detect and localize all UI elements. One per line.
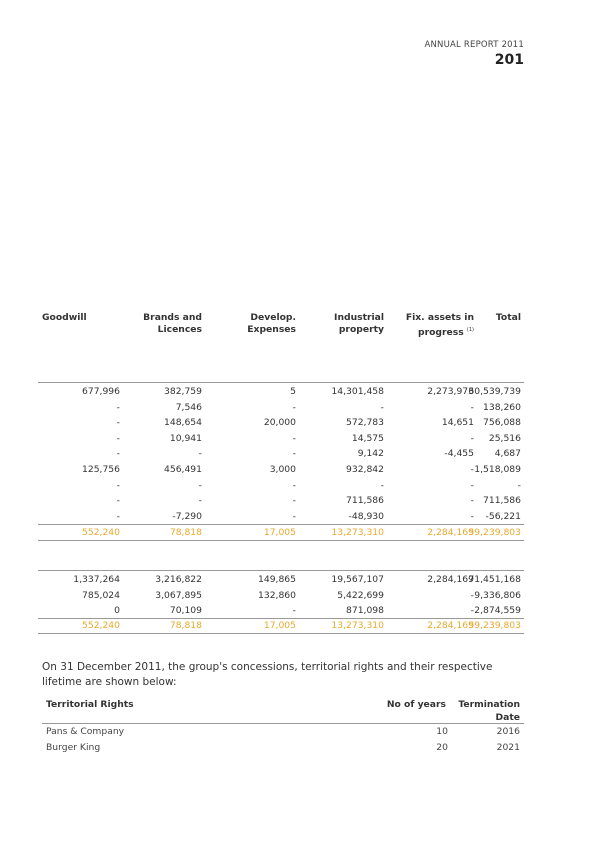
cell-brands: 382,759 bbox=[164, 386, 202, 397]
cell-goodwill: - bbox=[116, 448, 120, 460]
cell-total: 711,586 bbox=[483, 495, 521, 507]
rule bbox=[38, 633, 524, 634]
cell-total: 4,687 bbox=[494, 448, 521, 460]
cell-total: -56,221 bbox=[485, 510, 521, 522]
table-row bbox=[38, 415, 524, 430]
asset-table bbox=[38, 312, 524, 642]
cell-industrial: 13,273,310 bbox=[331, 527, 384, 538]
table-row bbox=[38, 618, 524, 633]
cell-brands: -7,290 bbox=[172, 510, 202, 522]
cell-develop: - bbox=[292, 495, 296, 507]
cell-goodwill: - bbox=[116, 495, 120, 507]
cell-fix-assets: 2,284,169 bbox=[427, 620, 474, 631]
cell-industrial: - bbox=[380, 479, 384, 491]
cell-develop: - bbox=[292, 448, 296, 460]
cell-fix-assets: 2,284,169 bbox=[427, 527, 474, 538]
cell-industrial: 711,586 bbox=[346, 495, 384, 507]
cell-brands: 148,654 bbox=[164, 417, 202, 429]
cell-goodwill: - bbox=[116, 510, 120, 522]
cell-develop: 132,860 bbox=[258, 589, 296, 601]
page-header bbox=[424, 40, 524, 68]
cell-total: 59,239,803 bbox=[468, 620, 521, 631]
cell-brands: 3,067,895 bbox=[155, 589, 202, 601]
cell-goodwill: - bbox=[116, 479, 120, 491]
col-develop: Develop. Expenses bbox=[247, 312, 296, 335]
table-header bbox=[38, 312, 524, 342]
cell-fix-assets: 2,273,973 bbox=[427, 386, 474, 397]
cell-goodwill: 785,024 bbox=[82, 589, 120, 601]
col-total: Total bbox=[495, 312, 521, 323]
territorial-years: 20 bbox=[436, 742, 448, 753]
cell-brands: 78,818 bbox=[169, 620, 202, 631]
col-industrial: Industrial property bbox=[334, 312, 384, 335]
table-row bbox=[38, 588, 524, 603]
col-fix-assets: Fix. assets in progress $^{(1)}$ bbox=[405, 312, 474, 339]
territorial-years: 10 bbox=[436, 726, 448, 737]
table-row bbox=[38, 525, 524, 540]
cell-fix-assets: 2,284,169 bbox=[427, 574, 474, 585]
cell-develop: 149,865 bbox=[258, 574, 296, 585]
cell-total: - bbox=[517, 479, 521, 491]
cell-industrial: 9,142 bbox=[357, 448, 384, 460]
cell-industrial: 14,575 bbox=[351, 432, 384, 444]
cell-fix-assets: - bbox=[470, 605, 474, 617]
concessions-paragraph: On 31 December 2011, the group's concessions, territorial rights and their respective lifetime are shown below: bbox=[42, 661, 493, 688]
table-row bbox=[38, 462, 524, 477]
table-row bbox=[38, 446, 524, 461]
territorial-date: 2021 bbox=[496, 742, 520, 753]
cell-develop: - bbox=[292, 432, 296, 444]
cell-fix-assets: - bbox=[470, 479, 474, 491]
cell-develop: - bbox=[292, 401, 296, 413]
cell-industrial: 14,301,458 bbox=[331, 386, 384, 397]
cell-fix-assets: - bbox=[470, 589, 474, 601]
table-row bbox=[38, 493, 524, 508]
rule bbox=[38, 382, 524, 383]
cell-develop: 17,005 bbox=[263, 527, 296, 538]
territorial-name: Burger King bbox=[46, 742, 101, 753]
cell-brands: 10,941 bbox=[169, 432, 202, 444]
territorial-header-name: Territorial Rights bbox=[46, 699, 134, 710]
cell-industrial: 13,273,310 bbox=[331, 620, 384, 631]
cell-develop: 5 bbox=[290, 386, 296, 397]
table-row bbox=[38, 478, 524, 493]
cell-total: 1,518,089 bbox=[474, 464, 521, 475]
table-row bbox=[38, 509, 524, 524]
rule bbox=[38, 540, 524, 541]
cell-fix-assets: - bbox=[470, 432, 474, 444]
table-row bbox=[38, 400, 524, 415]
cell-industrial: 572,783 bbox=[346, 417, 384, 429]
cell-total: 71,451,168 bbox=[468, 574, 521, 585]
cell-total: 138,260 bbox=[483, 401, 521, 413]
rule bbox=[38, 570, 524, 571]
cell-brands: 3,216,822 bbox=[155, 574, 202, 585]
table-row bbox=[38, 603, 524, 618]
cell-goodwill: - bbox=[116, 432, 120, 444]
cell-develop: 3,000 bbox=[269, 464, 296, 475]
cell-total: 25,516 bbox=[488, 432, 521, 444]
cell-industrial: 19,567,107 bbox=[331, 574, 384, 585]
cell-develop: - bbox=[292, 605, 296, 617]
cell-fix-assets: - bbox=[470, 464, 474, 475]
cell-develop: - bbox=[292, 510, 296, 522]
cell-total: 9,336,806 bbox=[474, 589, 521, 601]
cell-brands: - bbox=[198, 479, 202, 491]
cell-total: 59,239,803 bbox=[468, 527, 521, 538]
table-row bbox=[38, 572, 524, 587]
cell-goodwill: 0 bbox=[114, 605, 120, 617]
cell-fix-assets: -4,455 bbox=[444, 448, 474, 460]
cell-industrial: 871,098 bbox=[346, 605, 384, 617]
cell-brands: 7,546 bbox=[175, 401, 202, 413]
cell-goodwill: - bbox=[116, 401, 120, 413]
cell-brands: - bbox=[198, 448, 202, 460]
cell-develop: - bbox=[292, 479, 296, 491]
cell-develop: 20,000 bbox=[263, 417, 296, 429]
cell-industrial: - bbox=[380, 401, 384, 413]
territorial-header-termination: Termination Date bbox=[458, 699, 520, 723]
cell-total: 2,874,559 bbox=[474, 605, 521, 617]
cell-brands: 78,818 bbox=[169, 527, 202, 538]
cell-goodwill: 1,337,264 bbox=[73, 574, 120, 585]
cell-fix-assets: - bbox=[470, 510, 474, 522]
cell-industrial: 932,842 bbox=[346, 464, 384, 475]
cell-goodwill: - bbox=[116, 417, 120, 429]
cell-develop: 17,005 bbox=[263, 620, 296, 631]
cell-goodwill: 552,240 bbox=[82, 620, 120, 631]
cell-industrial: 5,422,699 bbox=[337, 589, 384, 601]
rule bbox=[42, 723, 524, 724]
cell-fix-assets: 14,651 bbox=[441, 417, 474, 429]
table-row bbox=[38, 384, 524, 399]
cell-fix-assets: - bbox=[470, 495, 474, 507]
report-title: ANNUAL REPORT 2011 bbox=[424, 40, 524, 50]
territorial-header-years: No of years bbox=[386, 699, 446, 710]
cell-goodwill: 677,996 bbox=[82, 386, 120, 397]
cell-total: 756,088 bbox=[483, 417, 521, 429]
cell-total: 60,539,739 bbox=[468, 386, 521, 397]
territorial-date: 2016 bbox=[496, 726, 520, 737]
table-row bbox=[38, 431, 524, 446]
cell-brands: 70,109 bbox=[169, 605, 202, 617]
col-goodwill: Goodwill bbox=[42, 312, 87, 323]
col-brands: Brands and Licences bbox=[143, 312, 202, 335]
territorial-name: Pans & Company bbox=[46, 726, 125, 737]
cell-fix-assets: - bbox=[470, 401, 474, 413]
page-number: 201 bbox=[494, 52, 524, 68]
cell-brands: 456,491 bbox=[164, 464, 202, 475]
cell-industrial: -48,930 bbox=[348, 510, 384, 522]
cell-brands: - bbox=[198, 495, 202, 507]
cell-goodwill: 552,240 bbox=[82, 527, 120, 538]
cell-goodwill: 125,756 bbox=[82, 464, 120, 475]
